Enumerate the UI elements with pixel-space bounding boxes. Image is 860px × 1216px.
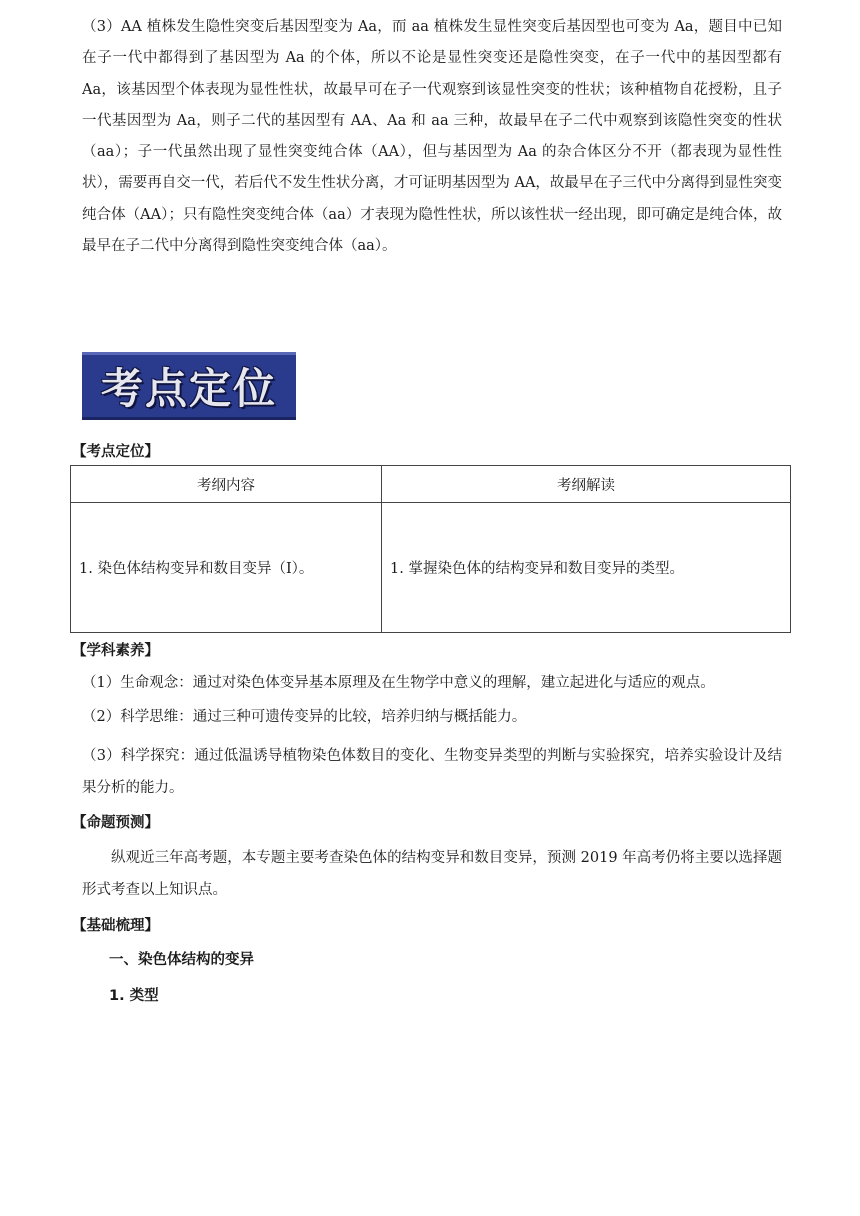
suyang-item: （1）生命观念：通过对染色体变异基本原理及在生物学中意义的理解，建立起进化与适应的观点。 [82, 675, 715, 691]
intro-paragraph: （3）AA 植株发生隐性突变后基因型变为 Aa，而 aa 植株发生显性突变后基因型也可变为 Aa，题目中已知在子一代中都得到了基因型为 Aa 的个体，所以不论是显性突变还是隐性突变，在子一代中的基因型都有 Aa，该基因型个体表现为显性性状，故最早可在子一代观察到该显性突变的性状；该种植物自花授粉，且子一代基因型为 Aa，则子二代的基因型有 AA、Aa 和 aa 三种，故最早在子二代中观察到该隐性突变的性状（aa）；子一代虽然出现了显性突变纯合体（AA），但与基因型为 Aa 的杂合体区分不开（都表现为显性性状），需要再自交一代，若后代不发生性状分离，才可证明基因型为 AA，故最早在子三代中分离得到显性突变纯合体（AA）；只有隐性突变纯合体（aa）才表现为隐性性状，所以该性状一经出现，即可确定是纯合体，故最早在子二代中分离得到隐性突变纯合体（aa）。 [82, 19, 782, 255]
shuli-heading-1: 一、染色体结构的变异 [109, 952, 254, 968]
section-heading-suyang: 【学科素养】 [72, 643, 159, 659]
table-row [71, 503, 791, 633]
syllabus-table [70, 465, 791, 633]
section-heading-kaodian: 【考点定位】 [72, 444, 159, 460]
section-heading-yuce: 【命题预测】 [72, 815, 159, 831]
suyang-item: （2）科学思维：通过三种可遗传变异的比较，培养归纳与概括能力。 [82, 709, 527, 725]
yuce-paragraph: 纵观近三年高考题，本专题主要考查染色体的结构变异和数目变异，预测 2019 年高考仍将主要以选择题形式考查以上知识点。 [82, 850, 782, 898]
shuli-heading-2: 1. 类型 [109, 988, 159, 1004]
section-heading-shuli: 【基础梳理】 [72, 918, 159, 934]
table-header-cell: 考纲内容 [71, 466, 382, 503]
table-cell: 1. 掌握染色体的结构变异和数目变异的类型。 [382, 503, 791, 633]
kaodian-banner-image [82, 352, 296, 420]
table-header-cell: 考纲解读 [382, 466, 791, 503]
table-header-row [71, 466, 791, 503]
suyang-item: （3）科学探究：通过低温诱导植物染色体数目的变化、生物变异类型的判断与实验探究，培养实验设计及结果分析的能力。 [82, 748, 782, 796]
table-cell: 1. 染色体结构变异和数目变异（Ⅰ）。 [71, 503, 382, 633]
banner-text: 考点定位 [100, 364, 277, 413]
